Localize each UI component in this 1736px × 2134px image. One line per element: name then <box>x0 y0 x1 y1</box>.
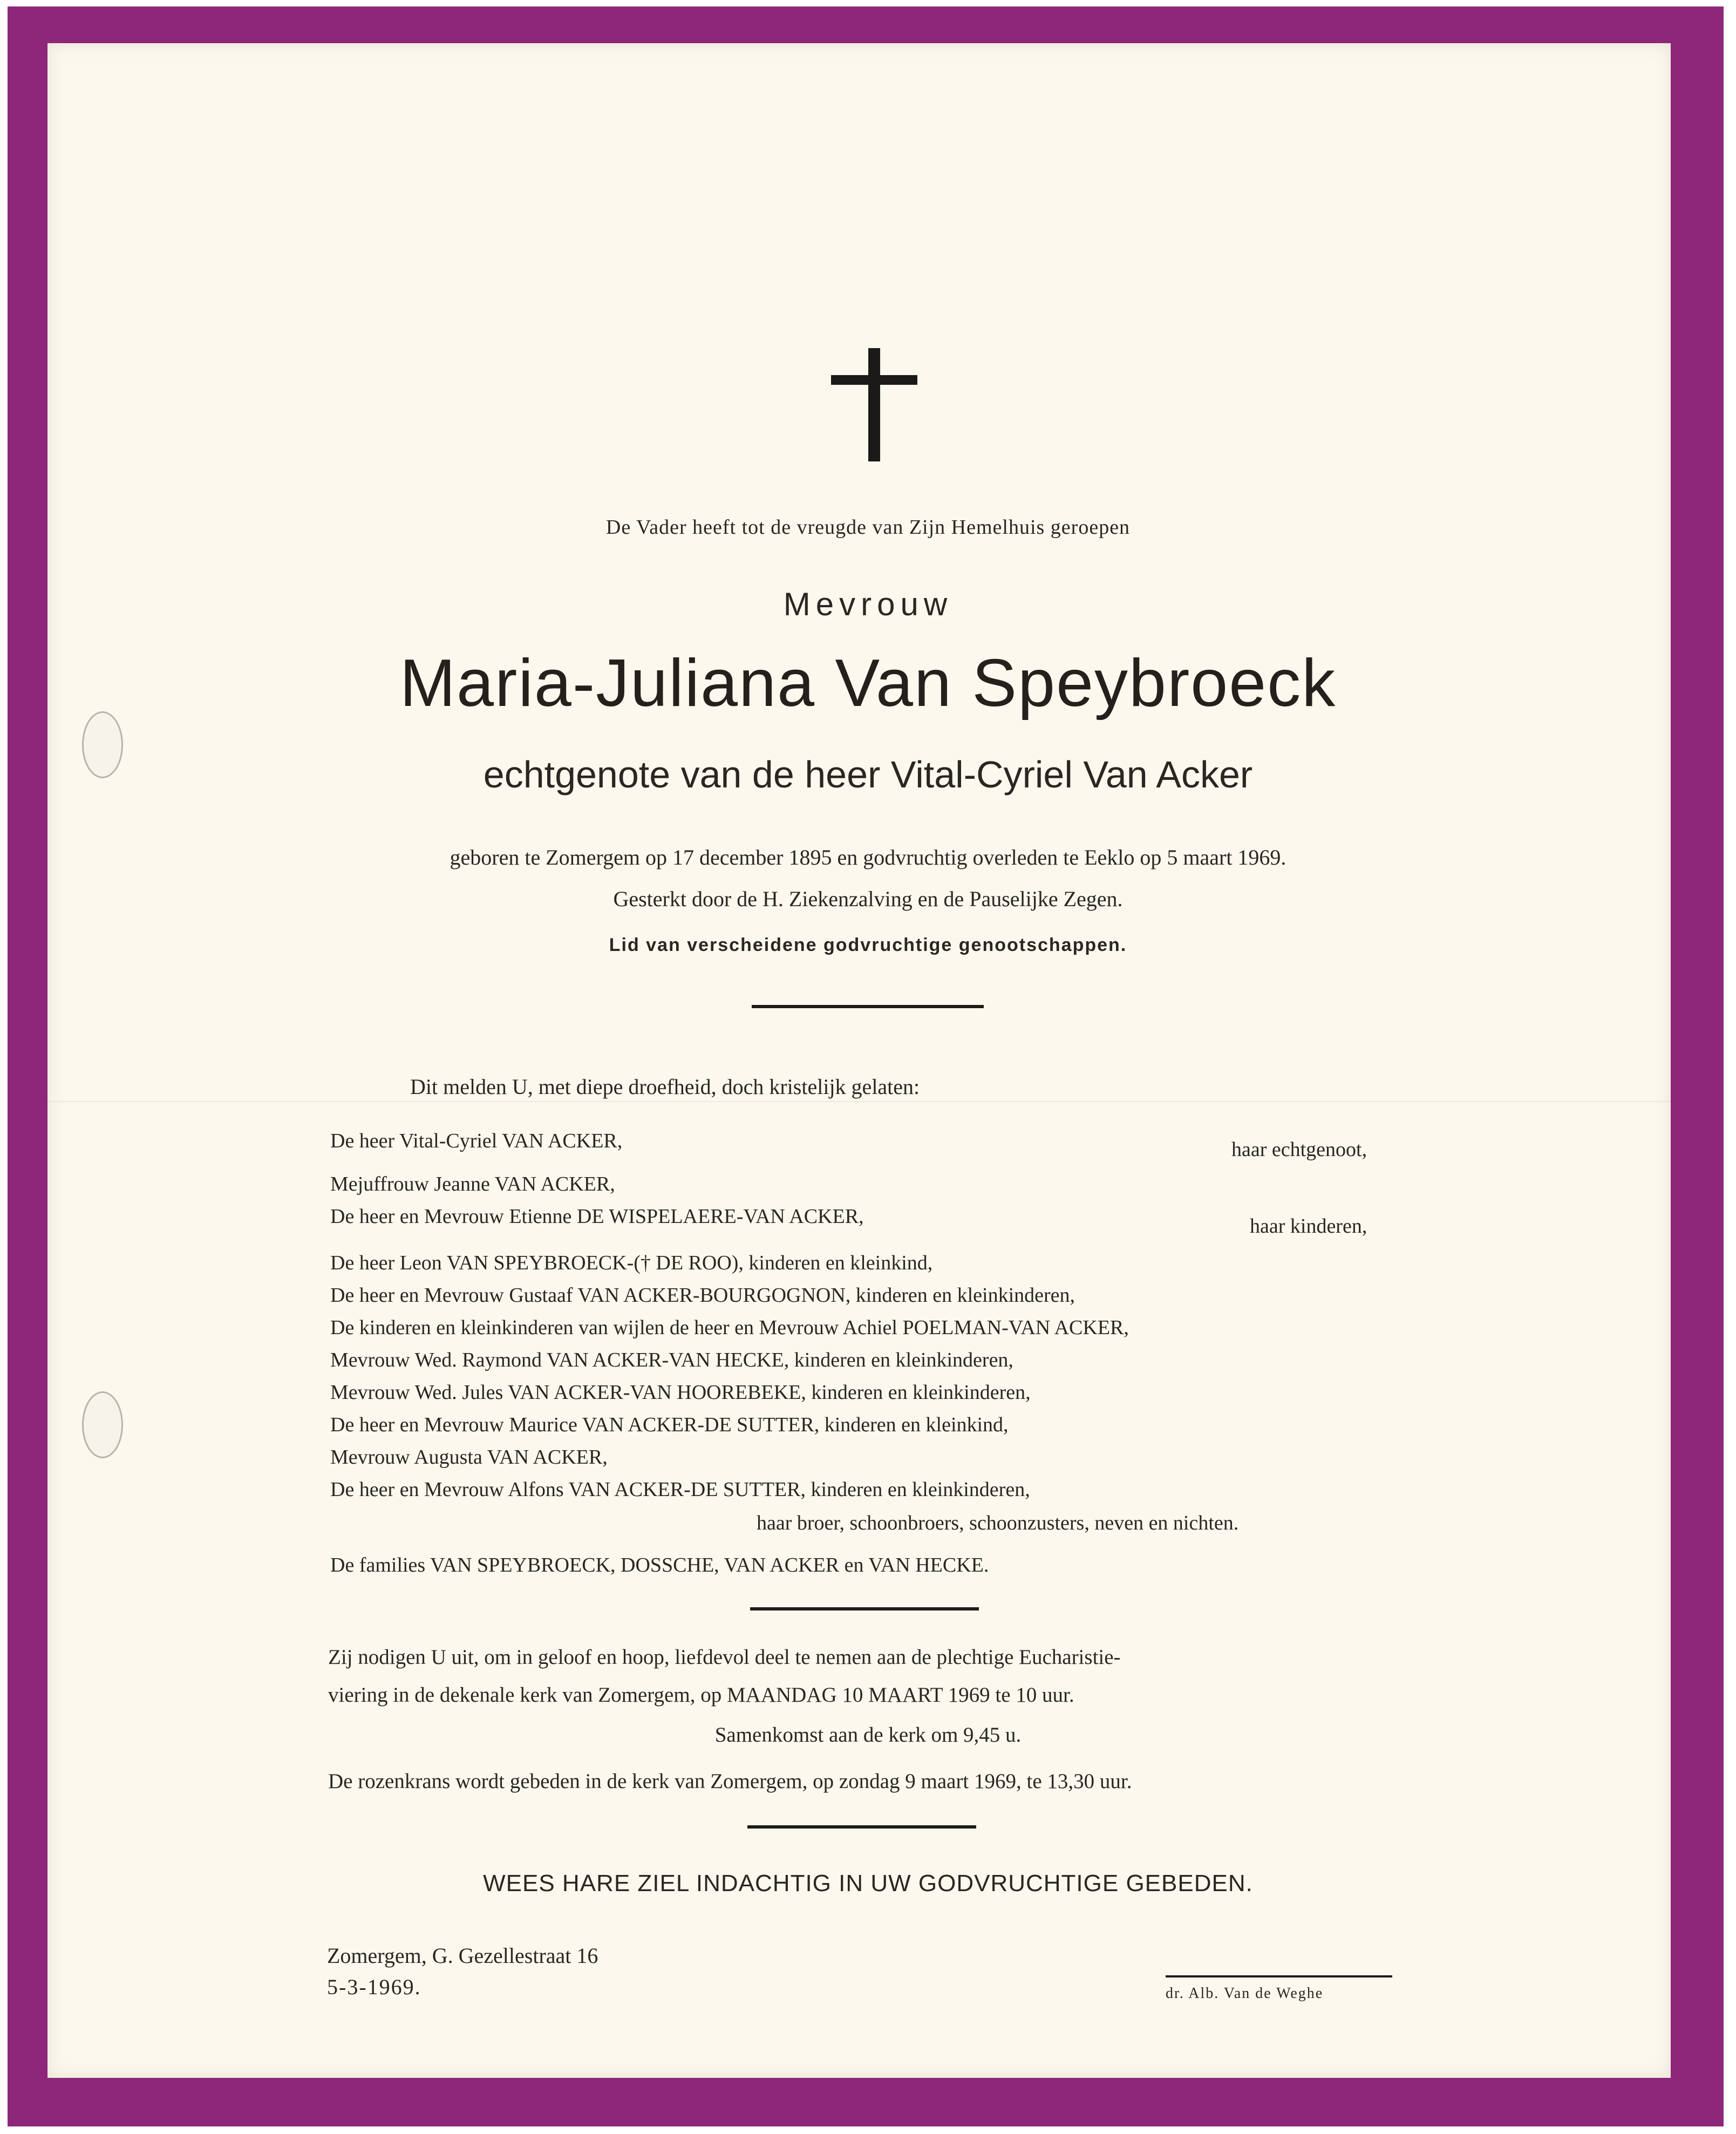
divider <box>750 1607 979 1610</box>
family-line: De heer Vital-Cyriel VAN ACKER, <box>330 1130 623 1152</box>
family-line: De kinderen en kleinkinderen van wijlen de heer en Mevrouw Achiel POELMAN-VAN ACKER, <box>330 1316 1129 1339</box>
invitation-line: viering in de dekenale kerk van Zomergem, op MAANDAG 10 MAART 1969 te 10 uur. <box>328 1683 1074 1707</box>
invitation-line: Zij nodigen U uit, om in geloof en hoop, liefdevol deel te nemen aan de plechtige Eucharistie- <box>328 1646 1121 1669</box>
salutation: Mevrouw <box>783 586 953 622</box>
family-line: De heer en Mevrouw Alfons VAN ACKER-DE SUTTER, kinderen en kleinkinderen, <box>330 1478 1030 1501</box>
birth-death-line: geboren te Zomergem op 17 december 1895 en godvruchtig overleden te Eeklo op 5 maart 1969. <box>450 845 1286 869</box>
family-line: De families VAN SPEYBROECK, DOSSCHE, VAN ACKER en VAN HECKE. <box>330 1554 989 1576</box>
membership-line: Lid van verscheidene godvruchtige genootschappen. <box>609 935 1127 955</box>
latin-cross-icon <box>831 348 917 461</box>
family-line: Mevrouw Augusta VAN ACKER, <box>330 1446 608 1469</box>
date-line: 5-3-1969. <box>327 1975 421 1999</box>
relation-label: haar kinderen, <box>1250 1215 1367 1238</box>
relation-label: haar echtgenoot, <box>1231 1138 1367 1161</box>
family-line: Mevrouw Wed. Jules VAN ACKER-VAN HOOREBEKE, kinderen en kleinkinderen, <box>330 1381 1031 1404</box>
family-line: De heer Leon VAN SPEYBROECK-(† DE ROO), kinderen en kleinkind, <box>330 1252 933 1274</box>
divider <box>752 1005 984 1008</box>
family-line: De heer en Mevrouw Etienne DE WISPELAERE-VAN ACKER, <box>330 1205 864 1228</box>
sacraments-line: Gesterkt door de H. Ziekenzalving en de Pauselijke Zegen. <box>613 887 1123 911</box>
address-line: Zomergem, G. Gezellestraat 16 <box>327 1943 598 1968</box>
gathering-line: Samenkomst aan de kerk om 9,45 u. <box>714 1723 1022 1746</box>
family-line: haar broer, schoonbroers, schoonzusters, neven en nichten. <box>757 1512 1239 1534</box>
intro-line: De Vader heeft tot de vreugde van Zijn Hemelhuis geroepen <box>605 516 1131 539</box>
family-line: De heer en Mevrouw Gustaaf VAN ACKER-BOURGOGNON, kinderen en kleinkinderen, <box>330 1284 1075 1307</box>
printer-line: dr. Alb. Van de Weghe <box>1166 1985 1324 2002</box>
deceased-name: Maria-Juliana Van Speybroeck <box>399 646 1337 721</box>
signature-rule <box>1166 1975 1392 1977</box>
family-line: De heer en Mevrouw Maurice VAN ACKER-DE SUTTER, kinderen en kleinkind, <box>330 1413 1009 1436</box>
family-line: Mevrouw Wed. Raymond VAN ACKER-VAN HECKE, kinderen en kleinkinderen, <box>330 1349 1013 1371</box>
punch-hole-icon <box>82 1391 123 1458</box>
spouse-line: echtgenote van de heer Vital-Cyriel Van Acker <box>483 753 1253 796</box>
closing-prayer: WEES HARE ZIEL INDACHTIG IN UW GODVRUCHTIGE GEBEDEN. <box>483 1870 1253 1897</box>
divider <box>747 1825 976 1829</box>
family-line: Mejuffrouw Jeanne VAN ACKER, <box>330 1173 615 1195</box>
fold-line <box>47 1101 1671 1102</box>
rosary-line: De rozenkrans wordt gebeden in de kerk van Zomergem, op zondag 9 maart 1969, te 13,30 uur. <box>328 1770 1132 1793</box>
announcement-intro: Dit melden U, met diepe droefheid, doch kristelijk gelaten: <box>410 1075 920 1099</box>
